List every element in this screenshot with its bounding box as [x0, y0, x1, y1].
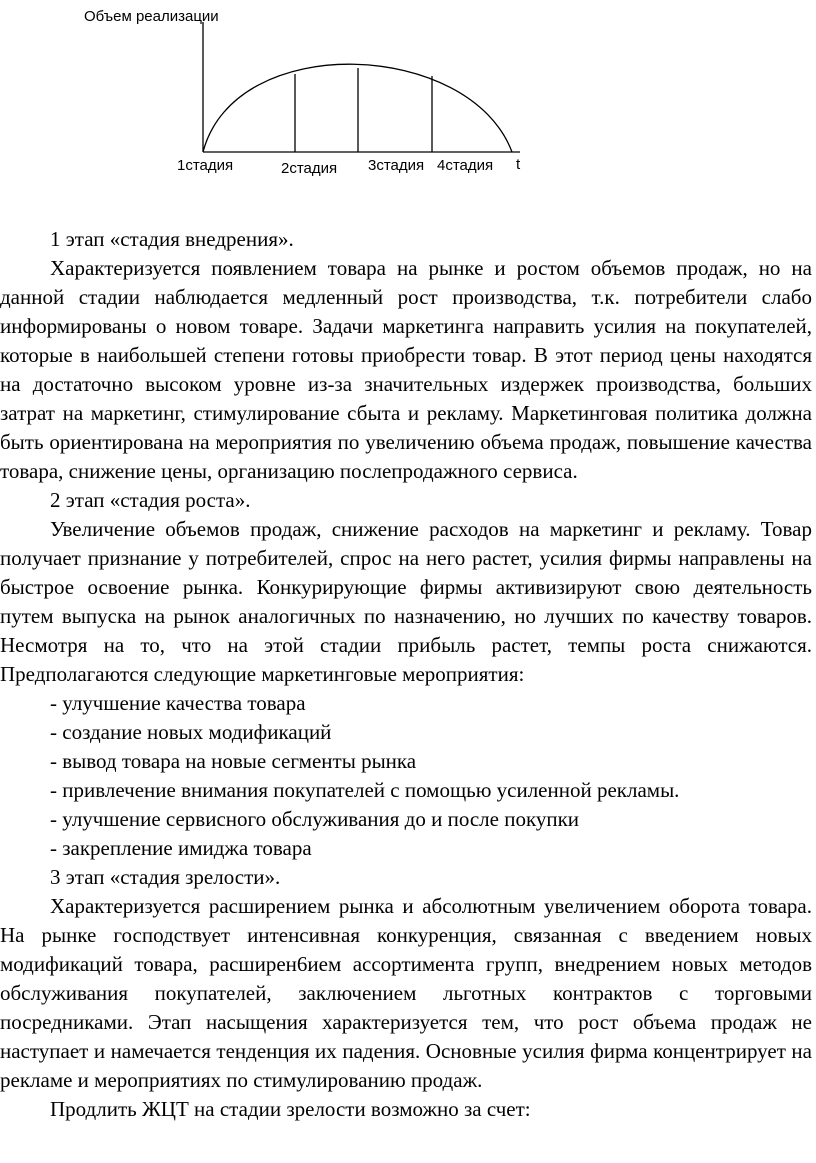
list-item: - вывод товара на новые сегменты рынка [50, 749, 417, 773]
stage-label: 1стадия [177, 157, 234, 174]
stage-3-heading: 3 этап «стадия зрелости». [50, 865, 281, 889]
list-item: - создание новых модификаций [50, 720, 332, 744]
stage-2-heading: 2 этап «стадия роста». [50, 488, 251, 512]
stage-label: 2стадия [281, 160, 338, 177]
list-item: - улучшение сервисного обслуживания до и после покупки [50, 807, 580, 831]
list-item: - улучшение качества товара [50, 691, 306, 715]
stage-1-heading: 1 этап «стадия внедрения». [50, 227, 294, 251]
closing-line: Продлить ЖЦТ на стадии зрелости возможно за счет: [50, 1097, 531, 1121]
list-item: - привлечение внимания покупателей с помощью усиленной рекламы. [50, 778, 680, 802]
y-axis-label: Объем реализации [84, 8, 219, 25]
stage-1-paragraph: Характеризуется появлением товара на рынке и ростом объемов продаж, но на данной стадии наблюдается медленный рост производства, т.к. потребители слабо информированы о новом товаре. Задачи маркетинга направить усилия на покупателей, которые в наибольшей степени готовы приобрести товар. В этот период цены находятся на достаточно высоком уровне из-за значительных издержек производства, больших затрат на маркетинг, стимулирование сбыта и рекламу. Маркетинговая политика должна быть ориентирована на мероприятия по увеличению объема продаж, повышение качества товара, снижение цены, организацию послепродажного сервиса. [0, 256, 812, 483]
stage-label: 4стадия [437, 157, 494, 174]
stage-3-paragraph: Характеризуется расширением рынка и абсолютным увеличением оборота товара. На рынке господствует интенсивная конкуренция, связанная с введением новых модификаций товара, расширен6ием ассортимента групп, внедрением новых методов обслуживания покупателей, заключением льготных контрактов с торговыми посредниками. Этап насыщения характеризуется тем, что рост объема продаж не наступает и намечается тенденция их падения. Основные усилия фирма концентрирует на рекламе и мероприятиях по стимулированию продаж. [0, 894, 812, 1092]
x-axis-label: t [516, 156, 521, 173]
document-body [0, 225, 816, 1124]
stage-label: 3стадия [368, 157, 425, 174]
lifecycle-chart [0, 0, 816, 200]
list-item: - закрепление имиджа товара [50, 836, 312, 860]
stage-2-paragraph: Увеличение объемов продаж, снижение расходов на маркетинг и рекламу. Товар получает признание у потребителей, спрос на него растет, усилия фирмы направлены на быстрое освоение рынка. Конкурирующие фирмы активизируют свою деятельность путем выпуска на рынок аналогичных по назначению, но лучших по качеству товаров. Несмотря на то, что на этой стадии прибыль растет, темпы роста снижаются. Предполагаются следующие маркетинговые мероприятия: [0, 517, 812, 686]
